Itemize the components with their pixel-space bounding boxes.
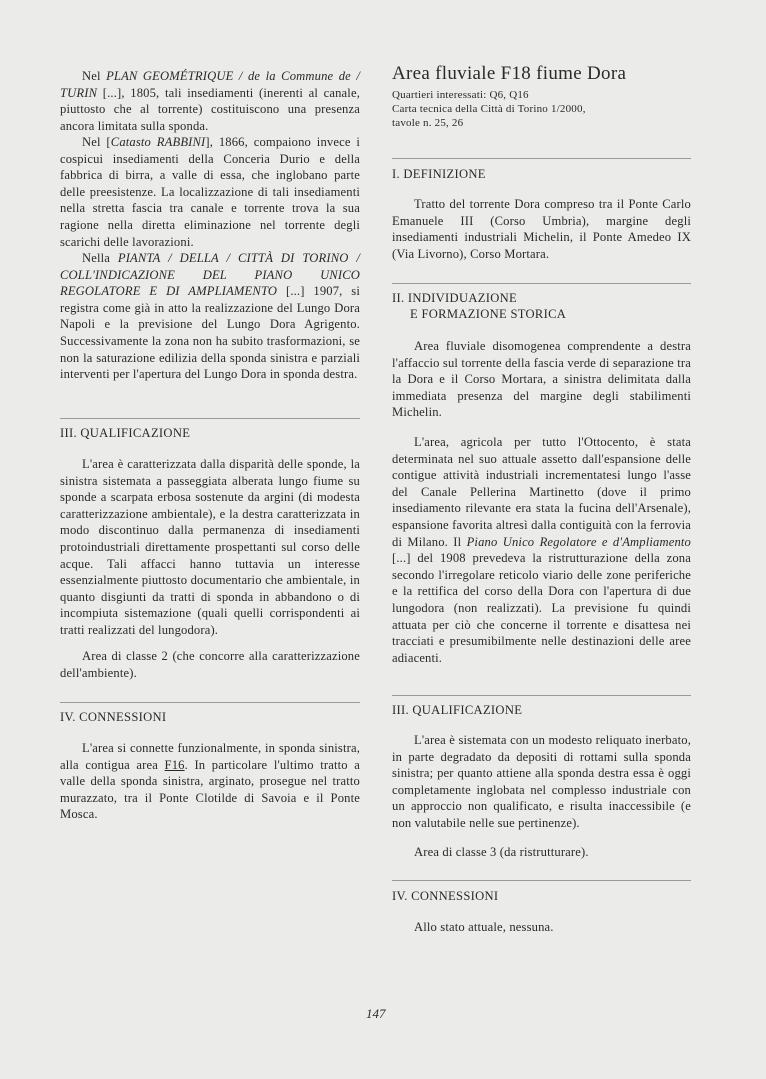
text: Nel: [82, 69, 107, 83]
paragraph-qualificazione: L'area è sistemata con un modesto reliquato inerbato, in parte degradato da depositi di rottami sulla sponda sinistra; per quanto attiene alla sponda destra essa è oggi completamente inglobata nel complesso industriale con un approccio non qualificato, e risulta inaccessibile (e non valutabile nelle sue pertinenze).: [392, 733, 691, 830]
paragraph-catasto-rabbini: [60, 134, 360, 250]
meta-quartieri: Quartieri interessati: Q6, Q16: [392, 89, 529, 101]
page-title: Area fluviale F18 fiume Dora: [392, 63, 627, 84]
map-title: Catasto RABBINI: [110, 135, 206, 149]
paragraph-classe: Area di classe 3 (da ristrutturare).: [414, 845, 589, 859]
map-title: PIANTA / DELLA / CITTÀ DI TORINO / COLL'INDICAZIONE DEL PIANO UNICO REGOLATORE E DI AMPLIAMENTO: [60, 251, 360, 299]
section-divider: [392, 283, 691, 284]
paragraph-classe: Area di classe 2 (che concorre alla caratterizzazione dell'ambiente).: [60, 649, 360, 680]
text: [...] del 1908 prevedeva la ristrutturazione della zona secondo l'irregolare reticolo viario delle zone periferiche e la rettifica del corso della Dora con l'apertura di due lungodora (non realizzati). La previsione fu quindi attuata per ciò che concerne il torrente e disattesa nei tracciati e presumibilmente nelle destinazioni delle aree adiacenti.: [392, 551, 691, 665]
text: [...] 1907, si registra come già in atto la realizzazione del Lungo Dora Napoli e la previsione del Lungo Dora Agrigento. Successivamente la zona non ha subito trasformazioni, se non la saturazione edilizia della sponda sinistra e parziali interventi per l'apertura del Lungo Dora in sponda destra.: [60, 284, 360, 382]
paragraph-storia: [392, 434, 691, 666]
section-heading-connessioni: IV. CONNESSIONI: [392, 889, 499, 903]
paragraph-connessioni: [60, 740, 360, 823]
section-divider: [392, 695, 691, 696]
section-heading-qualificazione: III. QUALIFICAZIONE: [60, 426, 191, 440]
text: L'area, agricola per tutto l'Ottocento, è stata determinata nel suo attuale assetto dall'espansione delle contigue attività industriali incrementatesi lungo l'asse del Canale Pellerina Martinetto (dove il primo insediamento rilevante era stata la fucina dell'Arsenale), espansione favorita altresì dalla contiguità con la ferrovia di Milano. Il: [392, 435, 691, 549]
section-heading-definizione: I. DEFINIZIONE: [392, 167, 486, 181]
map-title: PLAN GEOMÉTRIQUE / de la Commune de / TURIN: [60, 69, 361, 100]
section-heading-individuazione: II. INDIVIDUAZIONE: [392, 291, 518, 305]
section-heading-qualificazione: III. QUALIFICAZIONE: [392, 703, 523, 717]
paragraph-definizione: Tratto del torrente Dora compreso tra il Ponte Carlo Emanuele III (Corso Umbria), margine degli insediamenti industriali Michelin, il Ponte Amedeo IX (Via Livorno), Corso Mortara.: [392, 197, 691, 261]
meta-carta-tecnica: Carta tecnica della Città di Torino 1/2000,: [392, 103, 586, 115]
page-number: 147: [366, 1006, 386, 1021]
section-divider: [60, 702, 360, 703]
paragraph-connessioni: Allo stato attuale, nessuna.: [414, 920, 554, 934]
section-heading-connessioni: IV. CONNESSIONI: [60, 710, 167, 724]
text: L'area si connette funzionalmente, in sponda sinistra, alla contigua area: [60, 741, 360, 772]
meta-tavole: tavole n. 25, 26: [392, 117, 464, 129]
paragraph-individuazione: Area fluviale disomogenea comprendente a destra l'affaccio sul torrente della fascia verde di separazione tra la Dora e il Corso Mortara, a sinistra delimitata dalla immediata presenza del margine degli stabilimenti Michelin.: [392, 339, 691, 420]
section-divider: [60, 418, 360, 419]
section-heading-formazione: E FORMAZIONE STORICA: [410, 307, 567, 321]
section-divider: [392, 158, 691, 159]
section-divider: [392, 880, 691, 881]
paragraph-plan-geometrique: [60, 68, 360, 134]
plan-title: Piano Unico Regolatore e d'Ampliamento: [466, 534, 692, 549]
text: ], 1866, compaiono invece i cospicui insediamenti della Conceria Durio e della fabbrica di birra, a valle di essa, che inglobano parte delle preesistenze. La localizzazione di tali insediamenti nella stretta fascia tra canale e torrente trova la sua ragione nella diretta eliminazione nel torrente degli scarichi delle lavorazioni.: [60, 135, 360, 249]
area-reference-link: F16: [164, 757, 185, 772]
text: [...], 1805, tali insediamenti (inerenti al canale, piuttosto che al torrente) costituiscono una presenza ancora limitata sulla sponda.: [60, 85, 360, 133]
text: Nella: [82, 251, 118, 265]
text: Nel [: [82, 135, 111, 149]
paragraph-pianta-citta: [60, 250, 360, 383]
text: . In particolare l'ultimo tratto a valle della sponda sinistra, arginato, prosegue nel tratto murazzato, tra il Ponte Clotilde di Savoia e il Ponte Mosca.: [60, 757, 360, 822]
paragraph-qualificazione: L'area è caratterizzata dalla disparità delle sponde, la sinistra sistemata a passeggiata alberata lungo fiume su sponde a scarpata erbosa sostenute da argini (di modesta caratterizzazione ambientale), e la destra caratterizzata in modo discontinuo dalla permanenza di insediamenti protoindustriali direttamente prospettanti sul corso delle acque. Tali affacci hanno tuttavia un interesse essenzialmente piuttosto documentario che ambientale, in quanto disgiunti da tratti di sponda in abbandono o di incompiuta sistemazione (quali quelli corrispondenti ai tratti realizzati del lungodora).: [60, 457, 360, 637]
